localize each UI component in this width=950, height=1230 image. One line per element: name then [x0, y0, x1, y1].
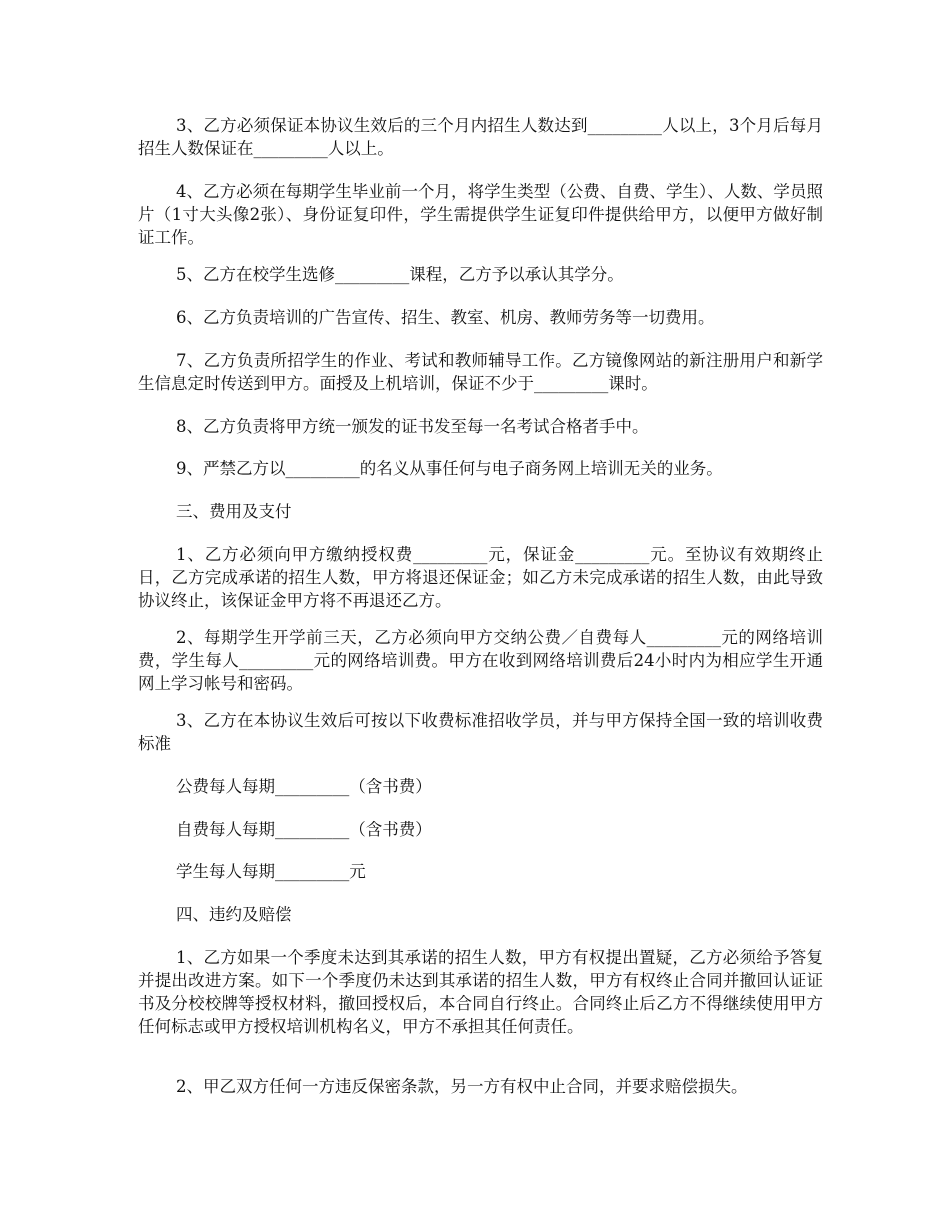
section-heading-fees: 三、费用及支付	[176, 502, 292, 521]
clause-2-9: 9、严禁乙方以_________的名义从事任何与电子商务网上培训无关的业务。	[176, 459, 723, 478]
clause-3-3: 3、乙方在本协议生效后可按以下收费标准招收学员，并与甲方保持全国一致的培训收费标准	[138, 711, 823, 753]
section-heading-breach: 四、违约及赔偿	[176, 905, 292, 924]
clause-4-2: 2、甲乙双方任何一方违反保密条款，另一方有权中止合同，并要求赔偿损失。	[176, 1077, 748, 1096]
clause-2-7: 7、乙方负责所招学生的作业、考试和教师辅导工作。乙方镜像网站的新注册用户和新学生信息定时传送到甲方。面授及上机培训，保证不少于_________课时。	[138, 351, 823, 393]
fee-public: 公费每人每期_________（含书费）	[176, 777, 432, 796]
clause-3-1: 1、乙方必须向甲方缴纳授权费_________元，保证金_________元。至协议有效期终止日，乙方完成承诺的招生人数，甲方将退还保证金；如乙方未完成承诺的招生人数，由此导致协议终止，该保证金甲方将不再退还乙方。	[138, 545, 823, 610]
fee-student: 学生每人每期_________元	[176, 862, 366, 881]
clause-2-8: 8、乙方负责将甲方统一颁发的证书发至每一名考试合格者手中。	[176, 417, 649, 436]
clause-2-6: 6、乙方负责培训的广告宣传、招生、教室、机房、教师劳务等一切费用。	[176, 308, 715, 327]
clause-3-2: 2、每期学生开学前三天，乙方必须向甲方交纳公费／自费每人_________元的网络培训费，学生每人_________元的网络培训费。甲方在收到网络培训费后24小时内为相应学生开通网上学习帐号和密码。	[138, 628, 823, 693]
fee-self: 自费每人每期_________（含书费）	[176, 820, 432, 839]
clause-2-4: 4、乙方必须在每期学生毕业前一个月，将学生类型（公费、自费、学生）、人数、学员照片（1寸大头像2张）、身份证复印件，学生需提供学生证复印件提供给甲方，以便甲方做好制证工作。	[138, 182, 823, 247]
clause-2-3: 3、乙方必须保证本协议生效后的三个月内招生人数达到_________人以上，3个月后每月招生人数保证在_________人以上。	[138, 116, 823, 158]
clause-4-1: 1、乙方如果一个季度未达到其承诺的招生人数，甲方有权提出置疑，乙方必须给予答复并提出改进方案。如下一个季度仍未达到其承诺的招生人数，甲方有权终止合同并撤回认证证书及分校校牌等授权材料，撤回授权后，本合同自行终止。合同终止后乙方不得继续使用甲方任何标志或甲方授权培训机构名义，甲方不承担其任何责任。	[138, 948, 823, 1036]
clause-2-5: 5、乙方在校学生选修_________课程，乙方予以承认其学分。	[176, 265, 624, 284]
